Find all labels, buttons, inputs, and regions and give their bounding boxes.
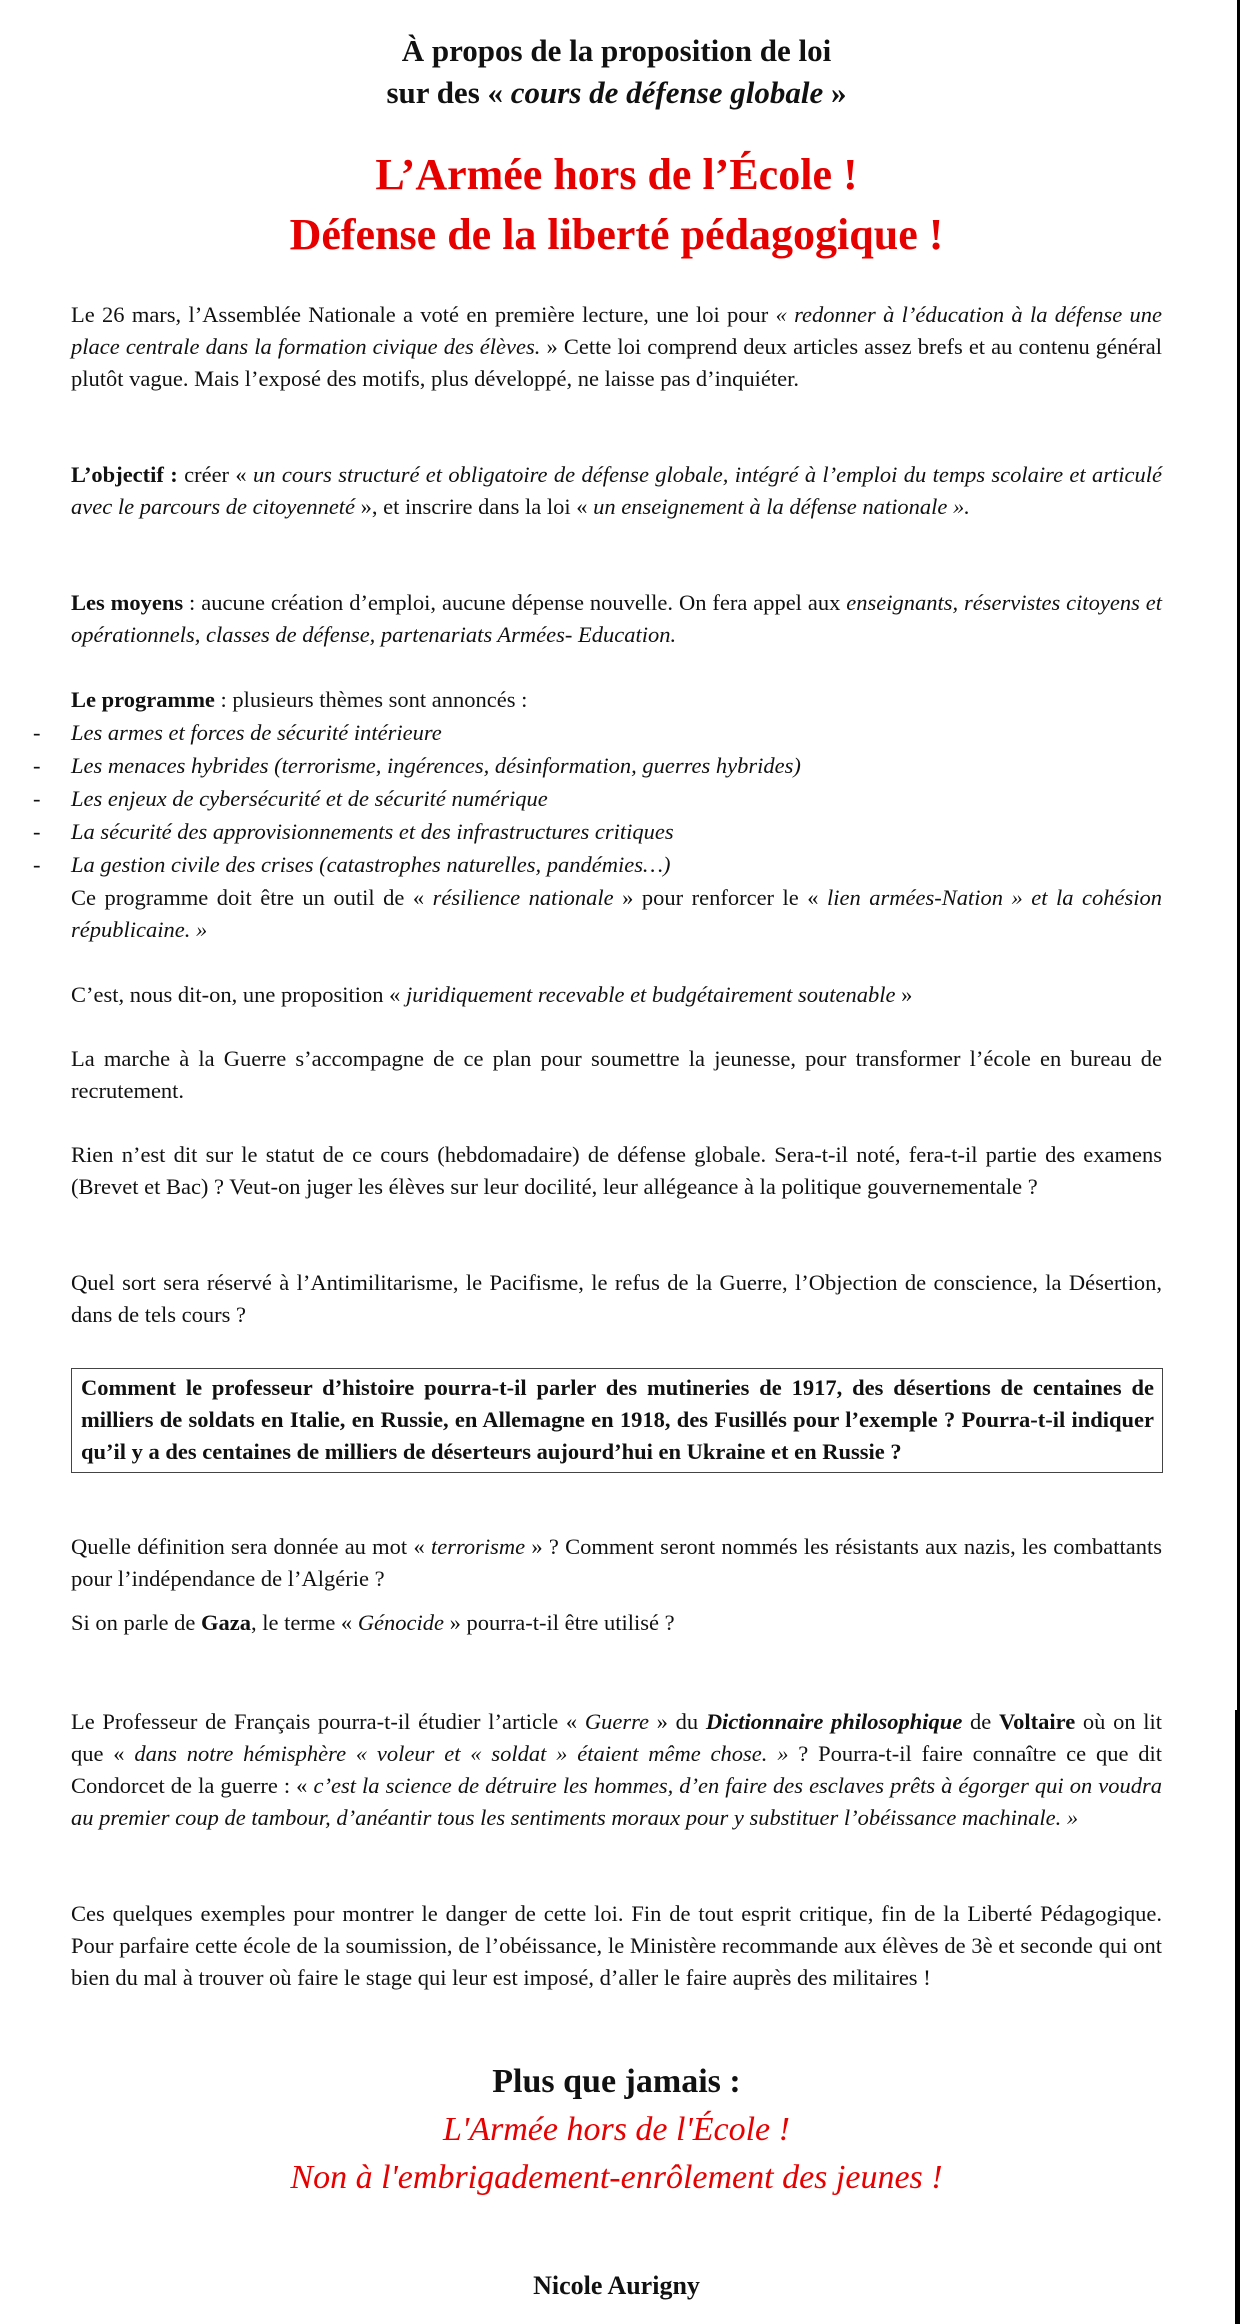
- sort-paragraph: Quel sort sera réservé à l’Antimilitarisme, le Pacifisme, le refus de la Guerre, l’Objection de conscience, la Désertion, dans de tels cours ?: [71, 1270, 1162, 1327]
- bold-term: Gaza: [200, 1610, 251, 1635]
- text-run: créer «: [177, 462, 253, 487]
- text-run: ? Pourra-t-il faire connaître ce que dit Condorcet de la guerre : «: [71, 1741, 1162, 1798]
- list-item-text: Les armes et forces de sécurité intérieure: [71, 720, 442, 745]
- quote-italic: dans notre hémisphère « voleur et « soldat » étaient même chose. »: [134, 1741, 789, 1766]
- author-signature: Nicole Aurigny: [533, 2271, 700, 2300]
- text-run: »: [895, 982, 913, 1007]
- list-item-text: La sécurité des approvisionnements et des infrastructures critiques: [71, 819, 674, 844]
- list-item-text: Les menaces hybrides (terrorisme, ingérences, désinformation, guerres hybrides): [71, 753, 801, 778]
- text-run: » Cette loi comprend deux articles assez brefs et au contenu général plutôt vague. Mais l’exposé des motifs, plus développé, ne laisse pas d’inquiéter.: [71, 334, 1162, 391]
- dash-bullet-icon: -: [33, 852, 41, 877]
- dash-bullet-icon: -: [33, 819, 41, 844]
- quote-italic: c’est la science de détruire les hommes, d’en faire des esclaves prêts à égorger qui on voudra au premier coup de tambour, d’anéantir tous les sentiments moraux pour y substituer l’obéissance machinale. »: [71, 1773, 1162, 1830]
- closing-heading: Plus que jamais :: [492, 2063, 741, 2100]
- list-item: [0, 815, 1162, 848]
- conclusion-paragraph: Ces quelques exemples pour montrer le danger de cette loi. Fin de tout esprit critique, fin de la Liberté Pédagogique. Pour parfaire cette école de la soumission, de l’obéissance, le Ministère recommande aux élèves de 3è et seconde qui ont bien du mal à trouver où faire le stage qui leur est imposé, d’aller le faire auprès des militaires !: [71, 1901, 1162, 1990]
- moyens-paragraph: [71, 587, 1162, 651]
- closing-slogan-1: L'Armée hors de l'École !: [443, 2111, 790, 2148]
- title-line-2: Défense de la liberté pédagogique !: [289, 210, 944, 259]
- subtitle-line-1: À propos de la proposition de loi: [401, 33, 832, 68]
- objectif-label: L’objectif :: [71, 462, 178, 487]
- intro-paragraph: [71, 299, 1162, 395]
- proposition-paragraph: [71, 979, 1162, 1011]
- book-title: Dictionnaire philosophique: [705, 1709, 963, 1734]
- author-name: Voltaire: [998, 1709, 1076, 1734]
- text-run: » ? Comment seront nommés les résistants aux nazis, les combattants pour l’indépendance de l’Algérie ?: [71, 1534, 1162, 1591]
- quote-italic: enseignants, réservistes citoyens et opérationnels, classes de défense, partenariats Armées- Education.: [71, 590, 1162, 647]
- subtitle-line-2: [71, 72, 1162, 114]
- dash-bullet-icon: -: [33, 720, 41, 745]
- list-item: [0, 716, 1162, 749]
- document-title: [71, 145, 1162, 265]
- subtitle-italic: cours de défense globale: [510, 75, 824, 110]
- subtitle-suffix: »: [823, 75, 847, 110]
- gaza-paragraph: [71, 1607, 1162, 1639]
- quote-italic: résilience nationale: [432, 885, 614, 910]
- programme-outcome: [71, 882, 1162, 946]
- quote-italic: juridiquement recevable et budgétairement soutenable: [405, 982, 896, 1007]
- text-run: », et inscrire dans la loi «: [355, 494, 594, 519]
- quote-italic: un enseignement à la défense nationale ».: [593, 494, 970, 519]
- text-run: , le terme «: [250, 1610, 358, 1635]
- text-run: » pourra-t-il être utilisé ?: [444, 1610, 675, 1635]
- list-item-text: La gestion civile des crises (catastrophes naturelles, pandémies…): [71, 852, 671, 877]
- text-run: Le Professeur de Français pourra-t-il étudier l’article «: [71, 1709, 585, 1734]
- title-line-1: L’Armée hors de l’École !: [375, 150, 858, 199]
- document-subtitle: [71, 30, 1162, 114]
- moyens-label: Les moyens: [71, 590, 184, 615]
- text-run: Ce programme doit être un outil de «: [71, 885, 433, 910]
- quote-italic: lien armées-Nation » et la cohésion républicaine. »: [71, 885, 1162, 942]
- programme-intro: [71, 684, 1162, 716]
- closing-slogan-2: Non à l'embrigadement-enrôlement des jeunes !: [290, 2159, 943, 2196]
- quote-italic: terrorisme: [430, 1534, 526, 1559]
- text-run: Quelle définition sera donnée au mot «: [71, 1534, 431, 1559]
- text-run: : plusieurs thèmes sont annoncés :: [214, 687, 528, 712]
- quote-italic: Génocide: [357, 1610, 445, 1635]
- dash-bullet-icon: -: [33, 786, 41, 811]
- subtitle-prefix: sur des «: [386, 75, 511, 110]
- quote-italic: un cours structuré et obligatoire de défense globale, intégré à l’emploi du temps scolaire et articulé avec le parcours de citoyenneté: [71, 462, 1162, 519]
- list-item: [0, 848, 1162, 881]
- highlighted-question-box: Comment le professeur d’histoire pourra-t-il parler des mutineries de 1917, des désertions de centaines de milliers de soldats en Italie, en Russie, en Allemagne en 1918, des Fusillés pour l’exemple ? Pourra-t-il indiquer qu’il y a des centaines de milliers de déserteurs aujourd’hui en Ukraine et en Russie ?: [71, 1368, 1163, 1473]
- list-item-text: Les enjeux de cybersécurité et de sécurité numérique: [71, 786, 548, 811]
- programme-list: [0, 716, 1162, 881]
- page-edge-bar-lower: [1235, 1710, 1240, 2324]
- text-run: » pour renforcer le «: [613, 885, 828, 910]
- text-run: de: [962, 1709, 999, 1734]
- quote-italic: Guerre: [584, 1709, 649, 1734]
- programme-label: Le programme: [71, 687, 215, 712]
- text-run: » du: [648, 1709, 706, 1734]
- list-item: [0, 749, 1162, 782]
- definition-paragraph: [71, 1531, 1162, 1595]
- text-run: : aucune création d’emploi, aucune dépense nouvelle. On fera appel aux: [183, 590, 847, 615]
- text-run: Si on parle de: [71, 1610, 201, 1635]
- text-run: où on lit que «: [71, 1709, 1163, 1766]
- text-run: C’est, nous dit-on, une proposition «: [71, 982, 406, 1007]
- objectif-paragraph: [71, 459, 1162, 523]
- statut-paragraph: Rien n’est dit sur le statut de ce cours (hebdomadaire) de défense globale. Sera-t-il noté, fera-t-il partie des examens (Brevet et Bac) ? Veut-on juger les élèves sur leur docilité, leur allégeance à la politique gouvernementale ?: [71, 1142, 1162, 1199]
- dash-bullet-icon: -: [33, 753, 41, 778]
- voltaire-paragraph: [71, 1706, 1162, 1834]
- quote-italic: « redonner à l’éducation à la défense une place centrale dans la formation civique des élèves.: [71, 302, 1162, 359]
- marche-paragraph: La marche à la Guerre s’accompagne de ce plan pour soumettre la jeunesse, pour transformer l’école en bureau de recrutement.: [71, 1046, 1162, 1103]
- list-item: [0, 782, 1162, 815]
- text-run: Le 26 mars, l’Assemblée Nationale a voté en première lecture, une loi pour: [71, 302, 776, 327]
